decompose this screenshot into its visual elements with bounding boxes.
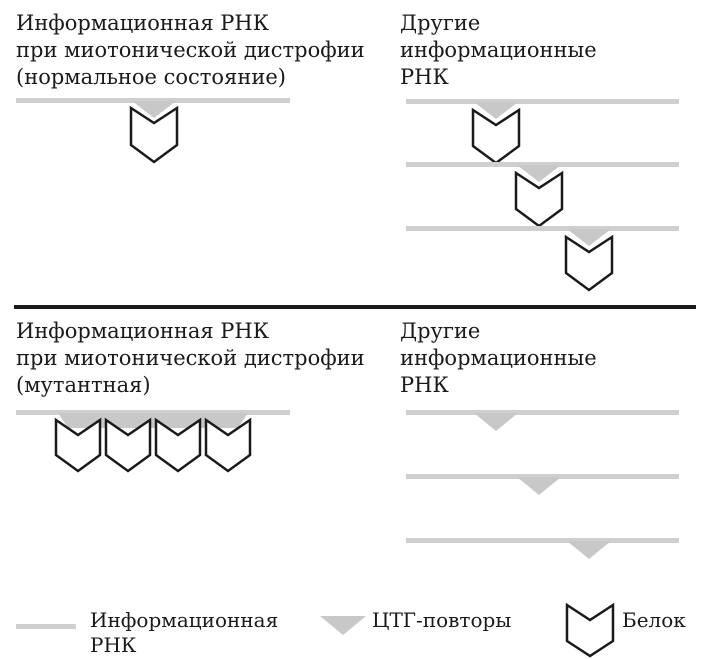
legend-ctg-label: ЦТГ-повторы (372, 608, 512, 632)
ctg-repeats-bottom-left (58, 413, 248, 428)
rna-line-icon (16, 624, 76, 629)
label-bottom-left-line-2: при миотонической дистрофии (16, 346, 365, 370)
rna-line-bottom-right-3 (406, 538, 679, 543)
rna-line-bottom-right-1 (406, 410, 679, 415)
protein-chevron-icon (567, 605, 613, 656)
legend-protein-label: Белок (622, 608, 686, 632)
label-top-left (16, 10, 365, 91)
label-top-left-line-3: (нормальное состояние) (16, 65, 286, 89)
ctg-repeat-bottom-right-1 (474, 413, 518, 431)
label-top-right (400, 10, 597, 91)
rna-line-top-right-3 (406, 226, 679, 231)
rna-line-top-right-1 (406, 99, 679, 104)
ctg-repeat-bottom-right-3 (567, 541, 611, 559)
legend-rna-label: Информационная РНК (90, 608, 279, 657)
section-divider (14, 305, 696, 309)
label-top-left-line-2: при миотонической дистрофии (16, 38, 365, 62)
label-top-right-line-1: Другие (400, 11, 481, 35)
label-bottom-right-line-3: РНК (400, 373, 449, 397)
label-bottom-right-line-2: информационные (400, 346, 597, 370)
label-bottom-left-line-3: (мутантная) (16, 373, 151, 397)
label-top-right-line-3: РНК (400, 65, 449, 89)
ctg-repeat-bottom-right-2 (517, 477, 561, 495)
label-bottom-right (400, 318, 597, 399)
label-bottom-right-line-1: Другие (400, 319, 481, 343)
label-bottom-left (16, 318, 365, 399)
label-top-left-line-1: Информационная РНК (16, 11, 269, 35)
label-bottom-left-line-1: Информационная РНК (16, 319, 269, 343)
ctg-triangle-icon (320, 616, 366, 635)
label-top-right-line-2: информационные (400, 38, 597, 62)
